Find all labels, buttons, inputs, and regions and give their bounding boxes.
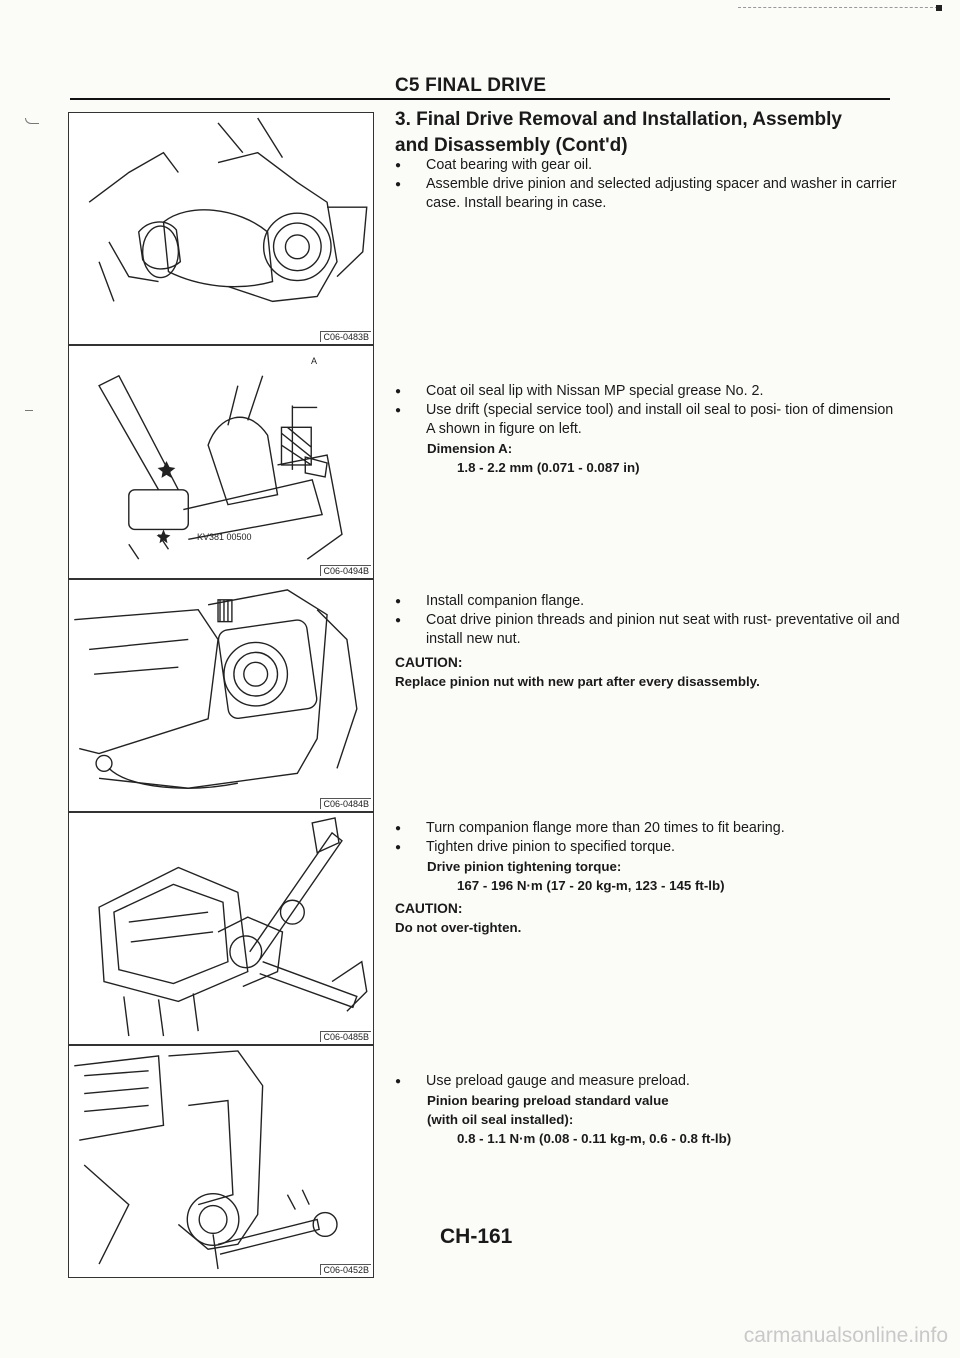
step-bullet: ● Use drift (special service tool) and install oil seal to posi- tion of dimension A shown in figure on left. [395,401,900,439]
spec-value: 0.8 - 1.1 N·m (0.08 - 0.11 kg-m, 0.6 - 0.8 ft-lb) [457,1131,732,1146]
tool-number-label: KV381 00500 [197,532,252,542]
caution-text: Do not over-tighten. [395,920,522,935]
step-bullet: ● Tighten drive pinion to specified torque. [395,838,900,857]
step-bullet: ● Turn companion flange more than 20 times to fit bearing. [395,819,900,838]
caution-text: Replace pinion nut with new part after every disassembly. [395,674,760,689]
step-tighten [395,819,900,937]
section-title: C5 FINAL DRIVE [395,75,547,96]
caution-label: CAUTION: [395,655,463,670]
step-bearing [395,156,900,213]
step-bullet: ● Coat drive pinion threads and pinion nut seat with rust- preventative oil and install new nut. [395,611,900,649]
spec-value: 1.8 - 2.2 mm (0.071 - 0.087 in) [457,460,640,475]
figure-code: C06-0484B [320,798,371,809]
spec-label: Drive pinion tightening torque: [427,859,622,874]
watermark: carmanualsonline.info [743,1324,948,1347]
spec-label: Pinion bearing preload standard value [427,1093,669,1108]
figure-preload-gauge-drawing [69,1046,373,1277]
figure-preload-gauge [68,1045,374,1278]
step-bullet: ● Assemble drive pinion and selected adjusting spacer and washer in carrier case. Install bearing in case. [395,175,900,213]
step-bullet: ● Coat oil seal lip with Nissan MP special grease No. 2. [395,382,900,401]
page-number: CH-161 [440,1225,513,1248]
figure-oil-seal-install [68,345,374,579]
spec-value: 167 - 196 N·m (17 - 20 kg-m, 123 - 145 ft-lb) [457,878,725,893]
dimension-label: A [311,356,318,366]
figure-oil-seal-install-drawing [69,346,373,578]
step-bullet: ● Coat bearing with gear oil. [395,156,900,175]
header-rule [70,98,890,100]
figure-code: C06-0452B [320,1264,371,1275]
figure-companion-flange-drawing [69,580,373,811]
caution-label: CAUTION: [395,901,463,916]
spec-label: (with oil seal installed): [427,1112,574,1127]
step-bullet: ● Install companion flange. [395,592,900,611]
step-companion-flange [395,592,900,691]
scan-artifact-mark [25,405,33,411]
step-bullet: ● Use preload gauge and measure preload. [395,1072,900,1091]
scan-artifact-mark [25,118,39,124]
figure-code: C06-0494B [320,565,371,576]
figure-torque-wrench-drawing [69,813,373,1044]
figure-code: C06-0485B [320,1031,371,1042]
figure-bearing-install [68,112,374,345]
step-preload [395,1072,900,1148]
figure-bearing-install-drawing [69,113,373,344]
subsection-title: 3. Final Drive Removal and Installation, Assembly and Disassembly (Cont'd) [395,109,842,156]
figure-code: C06-0483B [320,331,371,342]
spec-label: Dimension A: [427,441,513,456]
scan-artifact-line [738,7,938,8]
step-oil-seal [395,382,900,477]
figure-companion-flange [68,579,374,812]
figure-torque-wrench [68,812,374,1045]
